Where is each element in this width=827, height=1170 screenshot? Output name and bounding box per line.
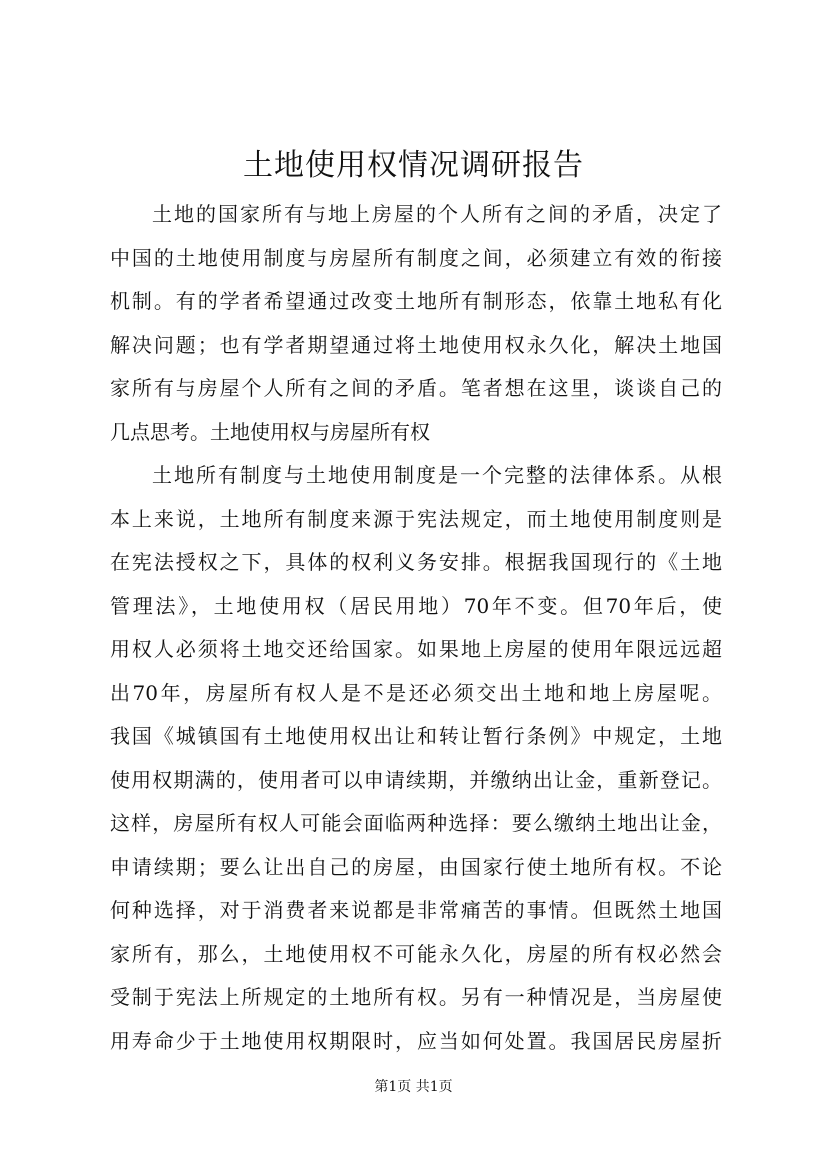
paragraph-line: 用寿命少于土地使用权期限时，应当如何处置。我国居民房屋折 — [110, 1028, 722, 1053]
paragraph-line: 几点思考。土地使用权与房屋所有权 — [110, 419, 430, 444]
page-footer: 第1页 共1页 — [374, 1079, 453, 1095]
paragraph-line: 中国的土地使用制度与房屋所有制度之间，必须建立有效的衔接 — [110, 245, 722, 270]
paragraph-1 — [110, 193, 722, 454]
paragraph-line: 这样，房屋所有权人可能会面临两种选择：要么缴纳土地出让金， — [110, 811, 722, 835]
document-body — [110, 193, 722, 1063]
paragraph-line: 受制于宪法上所规定的土地所有权。另有一种情况是，当房屋使 — [110, 985, 722, 1009]
paragraph-line: 用权人必须将土地交还给国家。如果地上房屋的使用年限远远超 — [110, 637, 722, 661]
paragraph-line: 出70年，房屋所有权人是不是还必须交出土地和地上房屋呢。 — [110, 680, 722, 705]
paragraph-line: 本上来说，土地所有制度来源于宪法规定，而土地使用制度则是 — [110, 506, 722, 531]
paragraph-line: 机制。有的学者希望通过改变土地所有制形态，依靠土地私有化 — [110, 289, 722, 313]
paragraph-line: 家所有与房屋个人所有之间的矛盾。笔者想在这里，谈谈自己的 — [110, 376, 722, 400]
paragraph-line: 我国《城镇国有土地使用权出让和转让暂行条例》中规定，土地 — [110, 724, 722, 748]
paragraph-line: 申请续期；要么让出自己的房屋，由国家行使土地所有权。不论 — [110, 854, 722, 879]
paragraph-line: 管理法》，土地使用权（居民用地）70年不变。但70年后，使 — [110, 593, 722, 618]
document-title: 土地使用权情况调研报告 — [243, 148, 584, 183]
paragraph-line: 在宪法授权之下，具体的权利义务安排。根据我国现行的《土地 — [110, 550, 722, 574]
paragraph-line: 土地所有制度与土地使用制度是一个完整的法律体系。从根 — [152, 463, 722, 487]
paragraph-2 — [110, 454, 722, 1063]
paragraph-line: 何种选择，对于消费者来说都是非常痛苦的事情。但既然土地国 — [110, 898, 722, 922]
paragraph-line: 解决问题；也有学者期望通过将土地使用权永久化，解决土地国 — [110, 332, 722, 357]
paragraph-line: 土地的国家所有与地上房屋的个人所有之间的矛盾，决定了 — [152, 202, 722, 226]
paragraph-line: 家所有，那么，土地使用权不可能永久化，房屋的所有权必然会 — [110, 941, 722, 966]
paragraph-line: 使用权期满的，使用者可以申请续期，并缴纳出让金，重新登记。 — [110, 767, 722, 792]
